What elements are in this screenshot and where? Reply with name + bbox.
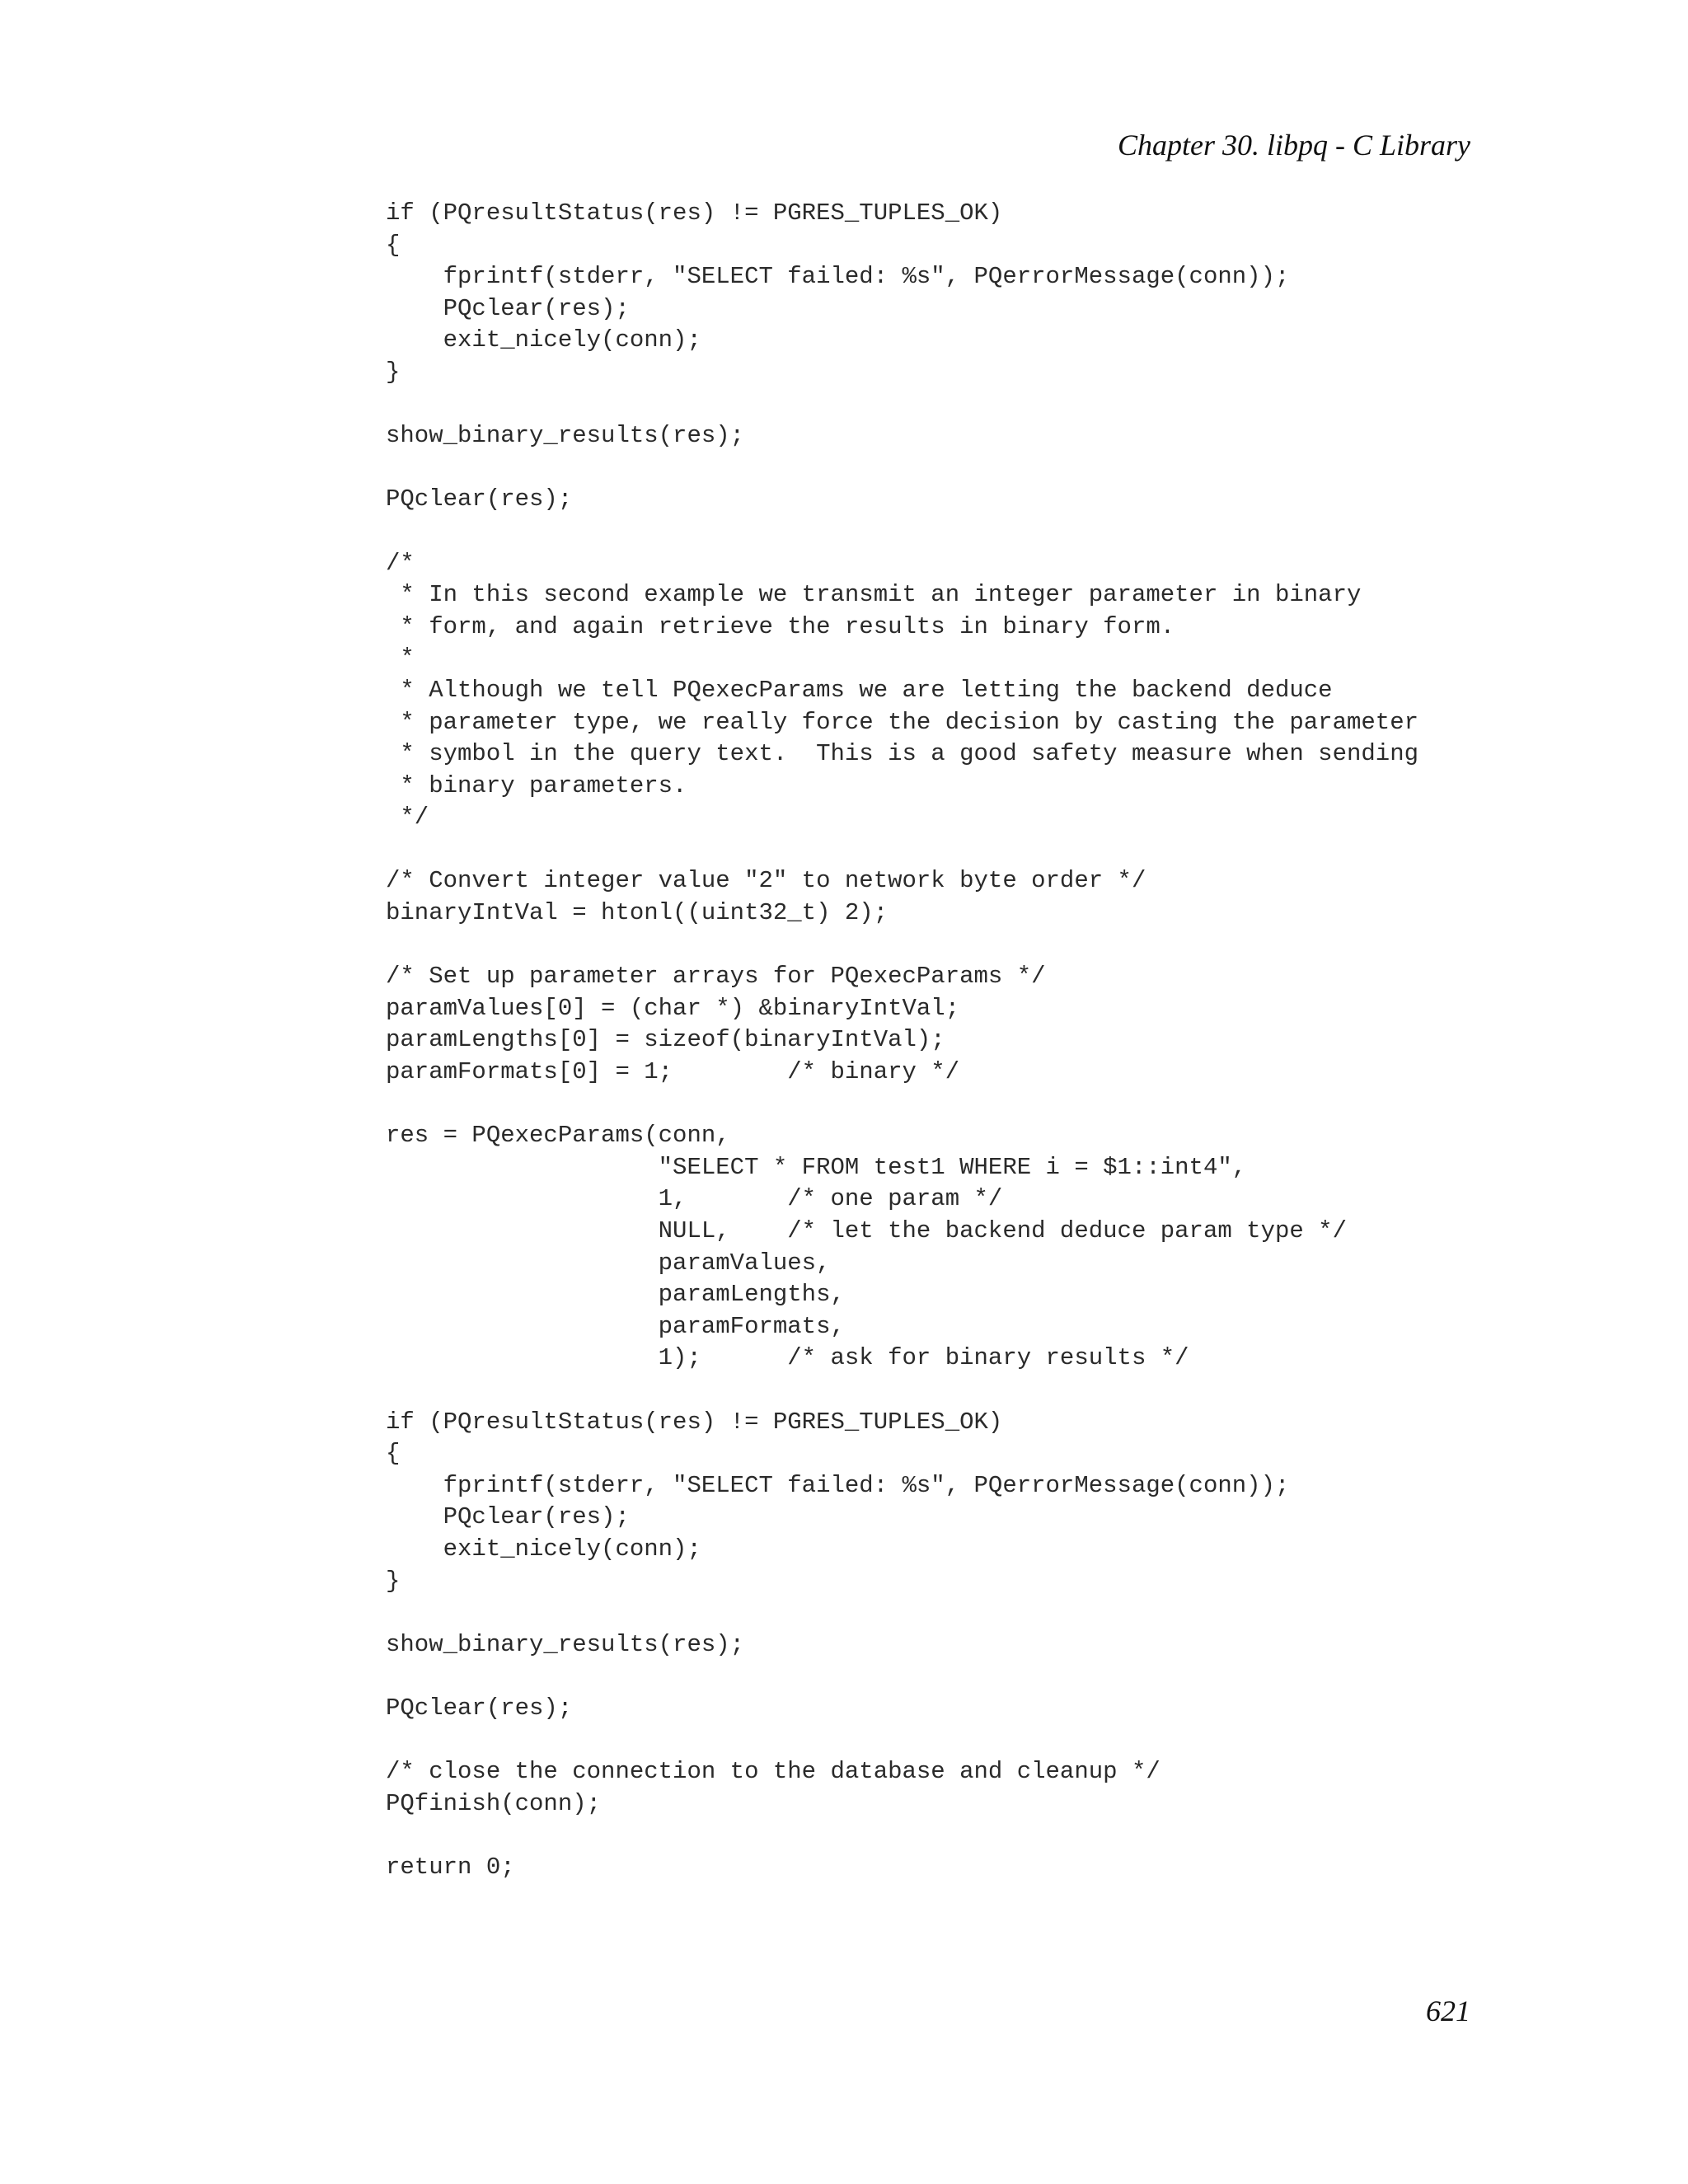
code-line: */ [386,804,429,832]
code-line: /* close the connection to the database and cleanup */ [386,1758,1160,1786]
code-line: /* Set up parameter arrays for PQexecParams */ [386,963,1046,991]
code-line: * binary parameters. [386,771,687,799]
code-line: fprintf(stderr, "SELECT failed: %s", PQerrorMessage(conn)); [386,263,1290,291]
code-line: * [386,644,415,673]
code-line: NULL, /* let the backend deduce param type */ [386,1217,1347,1244]
code-line: * In this second example we transmit an integer parameter in binary [386,581,1362,609]
code-line: fprintf(stderr, "SELECT failed: %s", PQerrorMessage(conn)); [386,1471,1290,1499]
code-line: return 0; [386,1853,515,1881]
code-line: show_binary_results(res); [386,1630,745,1658]
code-line [386,452,1418,485]
code-line: paramFormats[0] = 1; /* binary */ [386,1058,960,1086]
code-line: paramLengths[0] = sizeof(binaryIntVal); [386,1026,945,1054]
code-line [386,516,1418,548]
code-line: /* Convert integer value "2" to network byte order */ [386,867,1146,895]
code-line: PQclear(res); [386,1503,630,1531]
code-line: PQclear(res); [386,294,630,322]
code-line: binaryIntVal = htonl((uint32_t) 2); [386,899,889,927]
page-number: 621 [1426,1994,1470,2027]
code-line: exit_nicely(conn); [386,326,701,354]
code-line: exit_nicely(conn); [386,1535,701,1563]
code-line: PQfinish(conn); [386,1789,602,1817]
code-line: paramFormats, [386,1312,845,1340]
code-line [386,1375,1418,1407]
code-line: 1); /* ask for binary results */ [386,1344,1189,1372]
code-line: * Although we tell PQexecParams we are letting the backend deduce [386,676,1333,704]
code-line: if (PQresultStatus(res) != PGRES_TUPLES_OK) [386,1408,1003,1436]
code-line: PQclear(res); [386,1694,573,1722]
code-listing [386,198,1418,1883]
code-line [386,930,1418,962]
code-line: { [386,231,401,259]
code-line [386,389,1418,421]
code-line [386,834,1418,866]
code-line [386,1820,1418,1852]
code-line: * form, and again retrieve the results in binary form. [386,612,1175,640]
code-line: paramValues, [386,1249,831,1277]
code-line: paramLengths, [386,1281,845,1309]
code-line: 1, /* one param */ [386,1185,1003,1213]
code-line: paramValues[0] = (char *) &binaryIntVal; [386,994,960,1022]
code-line [386,1597,1418,1629]
code-line: PQclear(res); [386,485,573,513]
code-line: * parameter type, we really force the decision by casting the parameter [386,708,1419,736]
code-line: } [386,1567,401,1595]
code-line [386,1725,1418,1757]
code-line: "SELECT * FROM test1 WHERE i = $1::int4", [386,1153,1247,1181]
code-line: { [386,1440,401,1468]
code-line: /* [386,549,415,577]
code-line: } [386,358,401,386]
running-header-chapter-title: Chapter 30. libpq - C Library [1117,129,1470,162]
code-line: res = PQexecParams(conn, [386,1122,730,1150]
code-line [386,1089,1418,1121]
code-line [386,1661,1418,1693]
code-line: show_binary_results(res); [386,422,745,450]
code-line: * symbol in the query text. This is a good safety measure when sending [386,740,1419,768]
code-line: if (PQresultStatus(res) != PGRES_TUPLES_OK) [386,199,1003,227]
